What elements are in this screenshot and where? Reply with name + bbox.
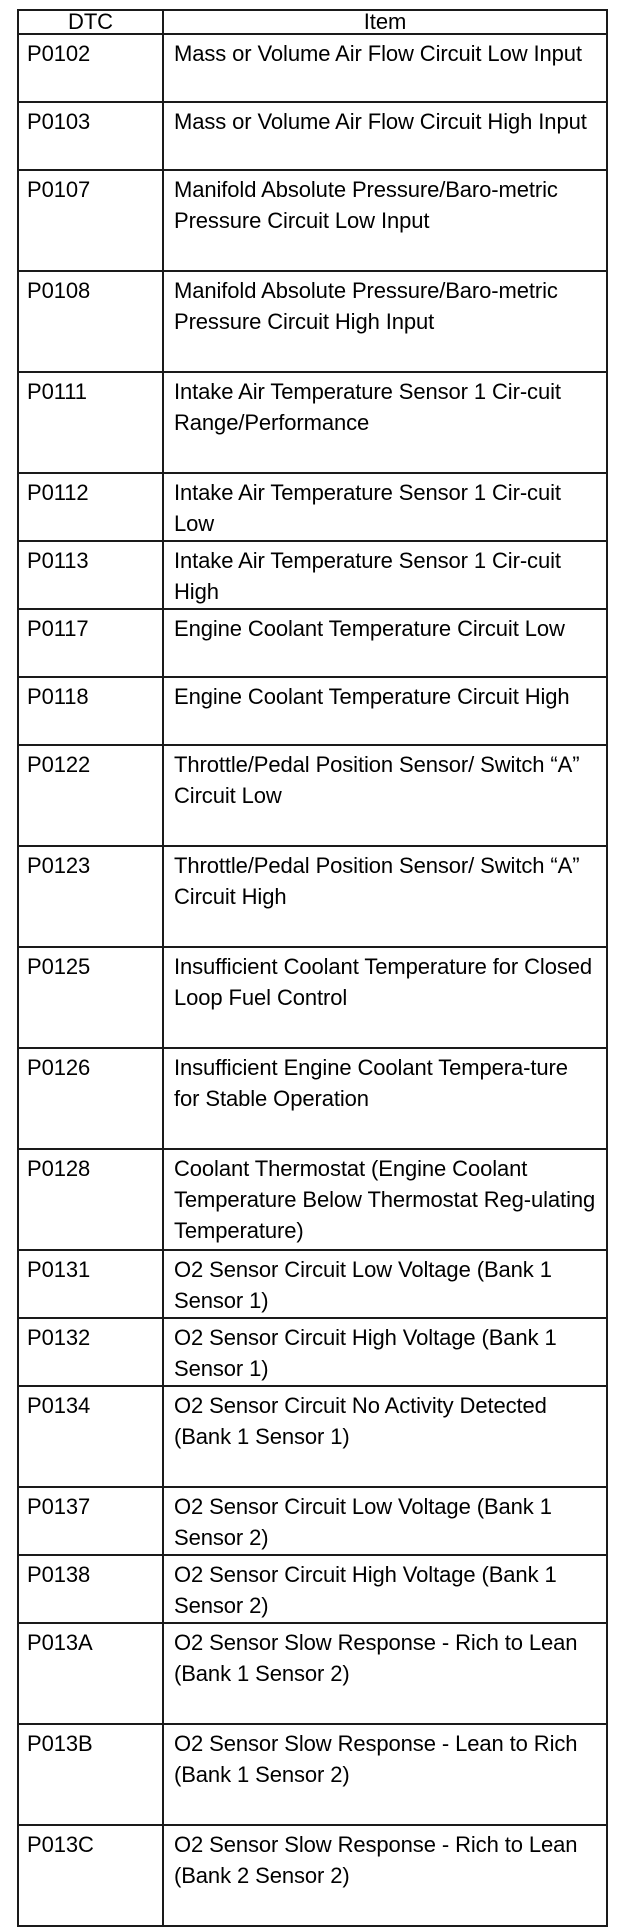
dtc-description: Engine Coolant Temperature Circuit High	[163, 677, 607, 745]
dtc-code: P0137	[18, 1487, 163, 1555]
dtc-table	[17, 9, 608, 1927]
dtc-code: P0113	[18, 541, 163, 609]
table-row	[18, 34, 607, 102]
dtc-code: P0107	[18, 170, 163, 271]
dtc-code: P013A	[18, 1623, 163, 1724]
table-row	[18, 1724, 607, 1825]
dtc-description: Intake Air Temperature Sensor 1 Cir-cuit High	[163, 541, 607, 609]
table-row	[18, 271, 607, 372]
dtc-code: P013B	[18, 1724, 163, 1825]
dtc-description: O2 Sensor Slow Response - Lean to Rich (Bank 1 Sensor 2)	[163, 1724, 607, 1825]
table-row	[18, 947, 607, 1048]
dtc-code: P0118	[18, 677, 163, 745]
dtc-code: P0108	[18, 271, 163, 372]
dtc-description: O2 Sensor Circuit High Voltage (Bank 1 Sensor 1)	[163, 1318, 607, 1386]
table-row	[18, 170, 607, 271]
table-row	[18, 473, 607, 541]
table-row	[18, 1386, 607, 1487]
table-row	[18, 677, 607, 745]
table-header	[18, 10, 607, 34]
table-body	[18, 34, 607, 1926]
dtc-description: Engine Coolant Temperature Circuit Low	[163, 609, 607, 677]
dtc-description: O2 Sensor Circuit No Activity Detected (Bank 1 Sensor 1)	[163, 1386, 607, 1487]
table-row	[18, 102, 607, 170]
dtc-description: O2 Sensor Circuit Low Voltage (Bank 1 Sensor 2)	[163, 1487, 607, 1555]
table-row	[18, 1048, 607, 1149]
dtc-description: Mass or Volume Air Flow Circuit Low Input	[163, 34, 607, 102]
table-row	[18, 1149, 607, 1250]
dtc-description: O2 Sensor Slow Response - Rich to Lean (Bank 1 Sensor 2)	[163, 1623, 607, 1724]
dtc-code: P0134	[18, 1386, 163, 1487]
table-row	[18, 745, 607, 846]
table-row	[18, 1250, 607, 1318]
table-row	[18, 541, 607, 609]
header-row	[18, 10, 607, 34]
dtc-code: P0126	[18, 1048, 163, 1149]
dtc-description: Coolant Thermostat (Engine Coolant Temperature Below Thermostat Reg-ulating Temperature)	[163, 1149, 607, 1250]
dtc-code: P0103	[18, 102, 163, 170]
table-row	[18, 1487, 607, 1555]
dtc-description: Throttle/Pedal Position Sensor/ Switch “A” Circuit High	[163, 846, 607, 947]
dtc-description: O2 Sensor Slow Response - Rich to Lean (Bank 2 Sensor 2)	[163, 1825, 607, 1926]
table-row	[18, 372, 607, 473]
table-row	[18, 1623, 607, 1724]
dtc-code: P0112	[18, 473, 163, 541]
dtc-code: P0138	[18, 1555, 163, 1623]
dtc-code: P013C	[18, 1825, 163, 1926]
dtc-code: P0131	[18, 1250, 163, 1318]
dtc-description: Mass or Volume Air Flow Circuit High Input	[163, 102, 607, 170]
column-header-dtc: DTC	[18, 10, 163, 34]
dtc-description: Manifold Absolute Pressure/Baro-metric Pressure Circuit Low Input	[163, 170, 607, 271]
table-row	[18, 609, 607, 677]
dtc-code: P0111	[18, 372, 163, 473]
dtc-code: P0102	[18, 34, 163, 102]
table-row	[18, 846, 607, 947]
table-row	[18, 1555, 607, 1623]
table-row	[18, 1825, 607, 1926]
dtc-description: Insufficient Coolant Temperature for Closed Loop Fuel Control	[163, 947, 607, 1048]
dtc-code: P0117	[18, 609, 163, 677]
dtc-code: P0122	[18, 745, 163, 846]
dtc-description: O2 Sensor Circuit Low Voltage (Bank 1 Sensor 1)	[163, 1250, 607, 1318]
dtc-code: P0123	[18, 846, 163, 947]
column-header-item: Item	[163, 10, 607, 34]
dtc-code: P0132	[18, 1318, 163, 1386]
dtc-description: Insufficient Engine Coolant Tempera-ture for Stable Operation	[163, 1048, 607, 1149]
dtc-description: Throttle/Pedal Position Sensor/ Switch “A” Circuit Low	[163, 745, 607, 846]
table-row	[18, 1318, 607, 1386]
dtc-description: Intake Air Temperature Sensor 1 Cir-cuit Low	[163, 473, 607, 541]
dtc-description: Intake Air Temperature Sensor 1 Cir-cuit Range/Performance	[163, 372, 607, 473]
dtc-description: O2 Sensor Circuit High Voltage (Bank 1 Sensor 2)	[163, 1555, 607, 1623]
dtc-code: P0128	[18, 1149, 163, 1250]
dtc-description: Manifold Absolute Pressure/Baro-metric Pressure Circuit High Input	[163, 271, 607, 372]
dtc-code: P0125	[18, 947, 163, 1048]
